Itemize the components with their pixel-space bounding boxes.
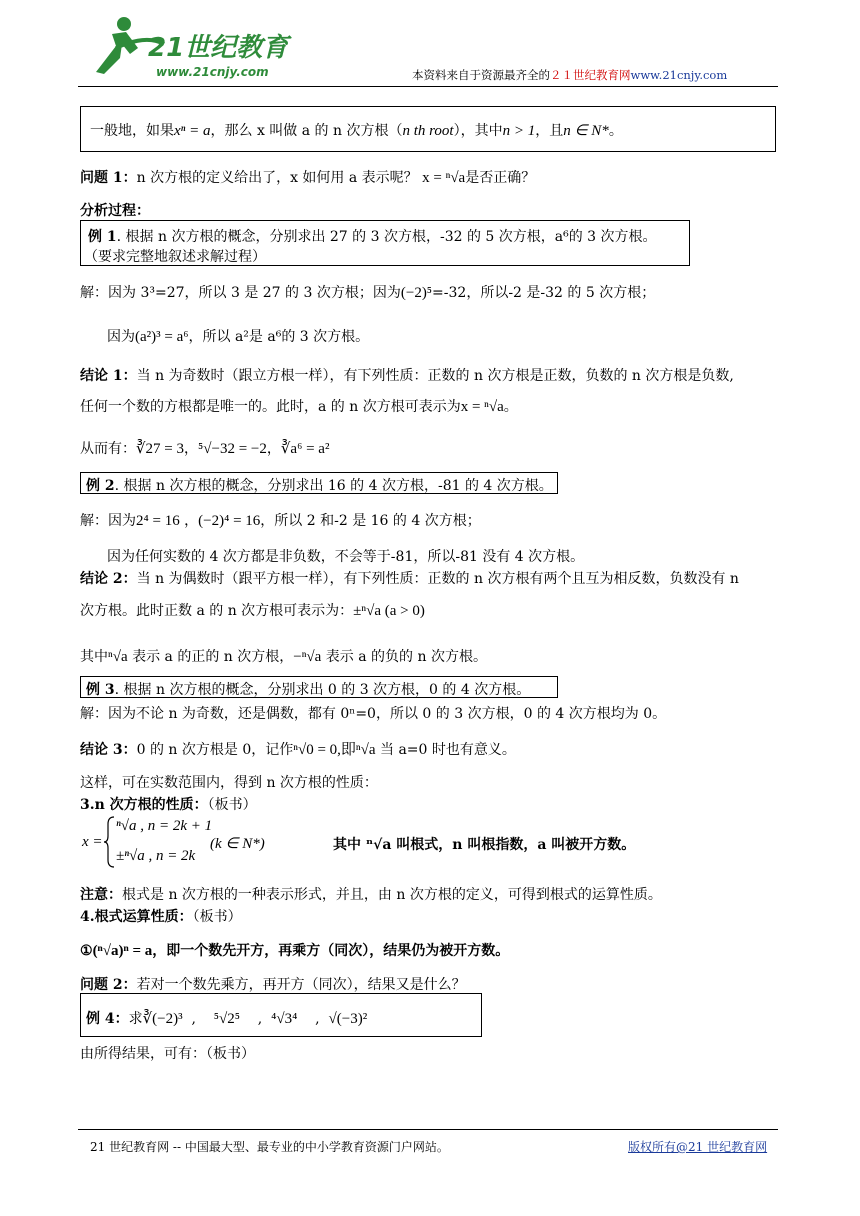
footer-left: 21 世纪教育网 -- 中国最大型、最专业的中小学教育资源门户网站。 [90,1140,449,1154]
solution-2-line1: 解：因为2⁴ = 16 ，(−2)⁴ = 16，所以 2 和-2 是 16 的 4 次方根； [80,513,481,529]
definition-text: 一般地，如果xⁿ = a，那么 x 叫做 a 的 n 次方根（n th root），其中n > 1，且n ∈ N*。 [90,123,623,139]
logo-url: www.21cnjy.com [156,65,269,79]
piecewise-condition: (k ∈ N*) [210,836,265,852]
property-3-heading: 3.n 次方根的性质：（板书） [80,797,257,813]
header-url[interactable]: www.21cnjy.com [630,68,728,82]
conclusion-2: 结论 2：当 n 为偶数时（跟平方根一样），有下列性质：正数的 n 次方根有两个且互为相反数，负数没有 n [80,571,739,587]
piecewise-lhs: x = [82,834,103,850]
hence-line: 从而有：∛27 = 3，⁵√−32 = −2，∛a⁶ = a² [80,441,330,457]
solution-2-line2: 因为任何实数的 4 次方都是非负数，不会等于-81，所以-81 没有 4 次方根。 [107,549,585,565]
example-2-text: 例 2. 根据 n 次方根的概念，分别求出 16 的 4 次方根，-81 的 4 次方根。 [86,478,553,494]
solution-1-line2: 因为(a²)³ = a⁶，所以 a²是 a⁶的 3 次方根。 [107,329,370,345]
piecewise-case-2: ±ⁿ√a , n = 2k [116,848,196,864]
conclusion-1-line2: 任何一个数的方根都是唯一的。此时，a 的 n 次方根可表示为x = ⁿ√a。 [80,399,518,415]
logo-text: 21世纪教育 [148,33,289,63]
notice-line: 注意：根式是 n 次方根的一种表示形式，并且，由 n 次方根的定义，可得到根式的运算性质。 [80,887,662,903]
piecewise-explain: 其中 ⁿ√a 叫根式，n 叫根指数，a 叫被开方数。 [333,837,636,853]
solution-3: 解：因为不论 n 为奇数，还是偶数，都有 0ⁿ=0，所以 0 的 3 次方根，0 的 4 次方根均为 0。 [80,706,667,722]
conclusion-1: 结论 1：当 n 为奇数时（跟立方根一样），有下列性质：正数的 n 次方根是正数，负数的 n 次方根是负数, [80,368,734,384]
header-rule [78,86,778,87]
question-2: 问题 2：若对一个数先乘方，再开方（同次），结果又是什么？ [80,977,466,993]
footer-copyright-link[interactable]: 版权所有@21 世纪教育网 [628,1140,768,1154]
piecewise-case-1: ⁿ√a , n = 2k + 1 [116,818,213,834]
logo-21cnjy [86,14,306,84]
thus-line: 这样，可在实数范围内，得到 n 次方根的性质： [80,775,378,791]
piecewise-brace [104,816,116,868]
property-4-heading: 4.根式运算性质：（板书） [80,909,242,925]
conclusion-3: 结论 3：0 的 n 次方根是 0，记作ⁿ√0 = 0,即ⁿ√a 当 a=0 时也有意义。 [80,742,516,758]
example-3-text: 例 3. 根据 n 次方根的概念，分别求出 0 的 3 次方根，0 的 4 次方根。 [86,682,531,698]
solution-1-line1: 解：因为 3³=27，所以 3 是 27 的 3 次方根；因为(−2)⁵=-32，所以-2 是-32 的 5 次方根； [80,285,656,301]
header-note: 本资料来自于资源最齐全的２１世纪教育网www.21cnjy.com [412,68,728,82]
analysis-label: 分析过程： [80,203,150,219]
question-1: 问题 1：n 次方根的定义给出了，x 如何用 a 表示呢？ x = ⁿ√a是否正确？ [80,170,536,186]
header-site: ２１世纪教育网 [550,68,631,82]
example-4-text: 例 4：求∛(−2)³ , ⁵√2⁵ , ⁴√3⁴ , √(−3)² [86,1011,368,1027]
result-line: 由所得结果，可有：（板书） [80,1046,255,1062]
meaning-line: 其中ⁿ√a 表示 a 的正的 n 次方根，−ⁿ√a 表示 a 的负的 n 次方根。 [80,649,487,665]
footer-rule [78,1129,778,1130]
example-1-text: 例 1. 根据 n 次方根的概念，分别求出 27 的 3 次方根，-32 的 5 次方根，a⁶的 3 次方根。 [88,229,657,245]
rule-1: ①(ⁿ√a)ⁿ = a，即一个数先开方，再乘方（同次），结果仍为被开方数。 [80,943,510,959]
example-1-text2: （要求完整地叙述求解过程） [84,249,266,265]
conclusion-2-line2: 次方根。此时正数 a 的 n 次方根可表示为：±ⁿ√a (a > 0) [80,603,425,619]
